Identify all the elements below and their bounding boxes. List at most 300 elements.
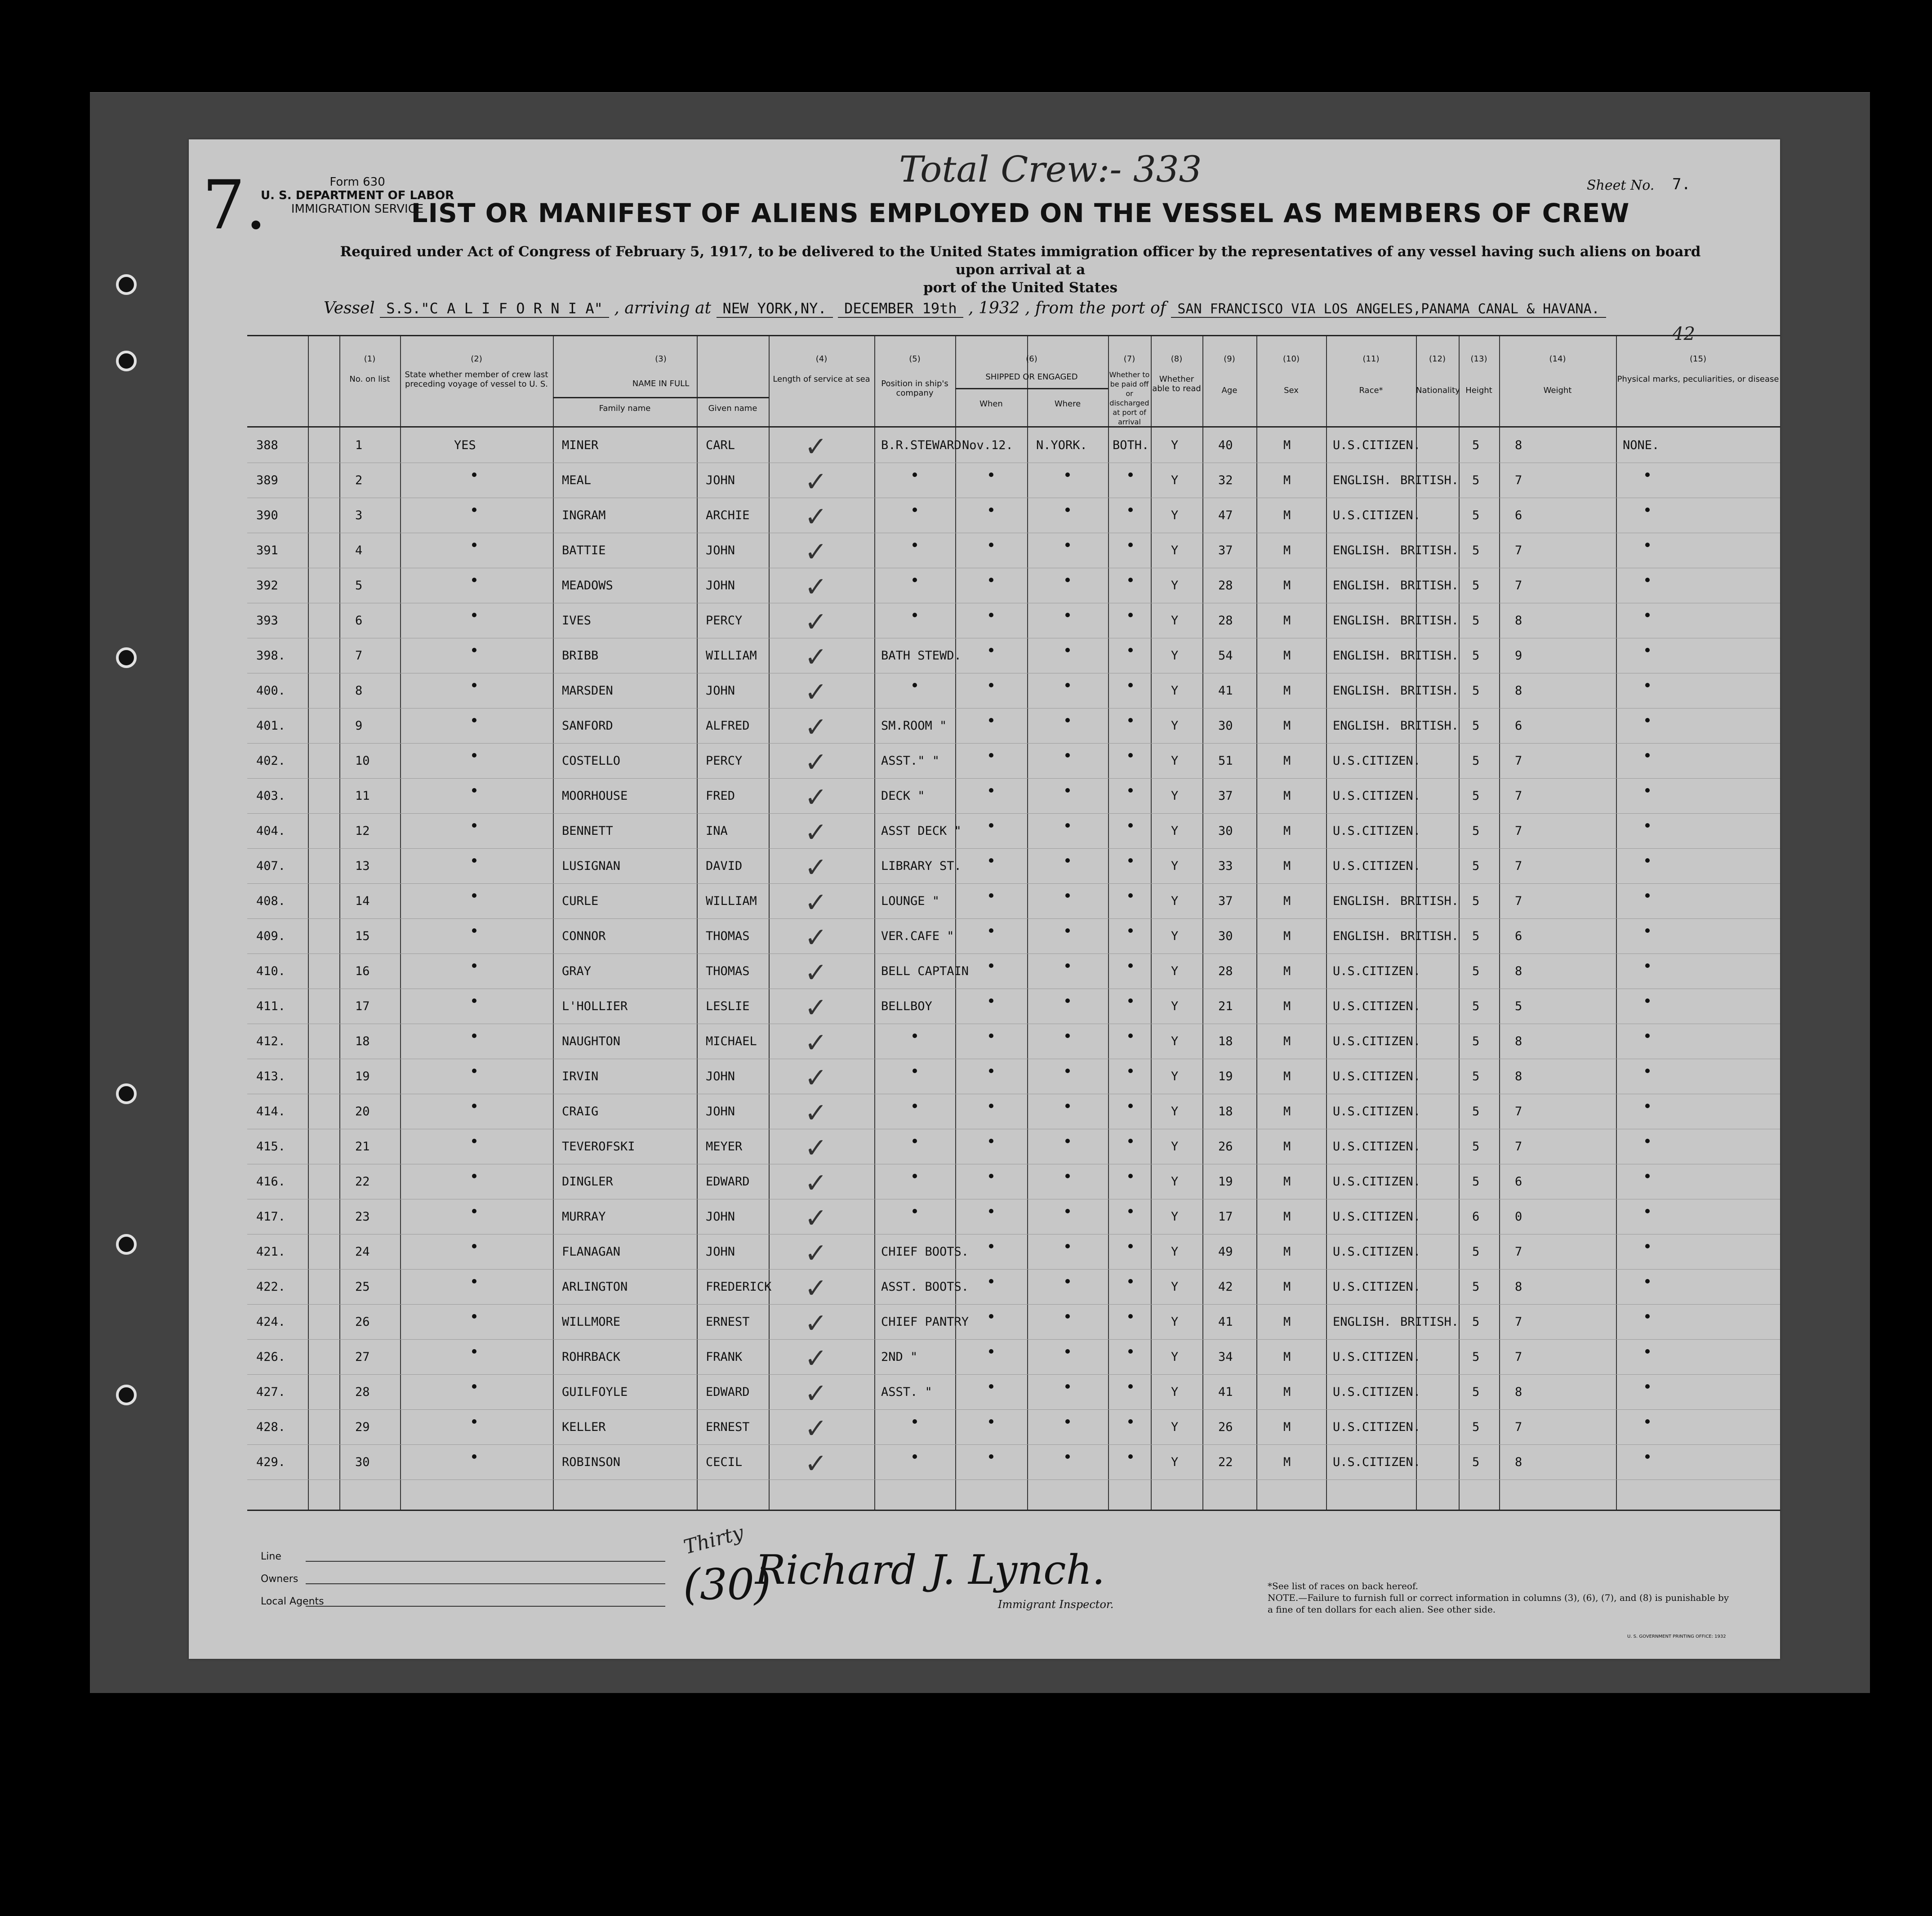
ditto-mark: [1128, 788, 1133, 793]
check-mark-icon: ✓: [805, 1378, 828, 1409]
year-prefix: , 19: [968, 299, 999, 317]
ditto-mark: [1645, 683, 1650, 687]
row-family-name: LUSIGNAN: [562, 859, 621, 873]
row-weight: 0: [1515, 1210, 1522, 1224]
table-row: [247, 744, 1780, 779]
row-race: U.S.CITIZEN.: [1333, 1105, 1421, 1118]
row-family-name: TEVEROFSKI: [562, 1140, 635, 1154]
ditto-mark: [1128, 613, 1133, 617]
check-mark-icon: ✓: [805, 957, 828, 989]
inspector-signature: Richard J. Lynch.: [755, 1546, 1105, 1594]
header-family: Family name: [599, 404, 651, 413]
row-number: 12: [355, 824, 370, 838]
ditto-mark: [1128, 472, 1133, 477]
row-height: 5: [1472, 1280, 1480, 1294]
row-weight: 7: [1515, 579, 1522, 593]
ditto-mark: [1645, 578, 1650, 582]
ditto-mark: [1645, 543, 1650, 547]
ditto-mark: [1128, 928, 1133, 933]
row-height: 5: [1472, 929, 1480, 943]
table-row: [247, 814, 1780, 849]
row-number: 2: [355, 473, 363, 487]
row-position: LOUNGE ": [881, 894, 940, 908]
row-given-name: THOMAS: [706, 964, 750, 978]
row-height: 5: [1472, 789, 1480, 803]
row-height: 5: [1472, 544, 1480, 557]
row-sex: M: [1283, 1034, 1291, 1048]
from-port: SAN FRANCISCO VIA LOS ANGELES,PANAMA CANAL & HAVANA.: [1171, 301, 1606, 318]
row-given-name: JOHN: [706, 684, 735, 698]
binder-hole: [116, 1234, 137, 1255]
row-position: CHIEF BOOTS.: [881, 1245, 969, 1259]
row-sex: M: [1283, 544, 1291, 557]
row-number: 14: [355, 894, 370, 908]
row-sex: M: [1283, 964, 1291, 978]
row-age: 41: [1218, 1315, 1233, 1329]
table-row: [247, 1445, 1780, 1480]
row-race: U.S.CITIZEN.: [1333, 1034, 1421, 1048]
ditto-mark: [1645, 1034, 1650, 1038]
ditto-mark: [1645, 1314, 1650, 1319]
row-family-name: MINER: [562, 438, 599, 452]
row-family-name: ROBINSON: [562, 1455, 621, 1469]
table-row: [247, 639, 1780, 673]
row-list-number: 411.: [256, 999, 286, 1013]
row-age: 21: [1218, 999, 1233, 1013]
col-number: (1): [364, 354, 376, 364]
row-position: CHIEF PANTRY: [881, 1315, 969, 1329]
row-given-name: ARCHIE: [706, 508, 750, 522]
table-row: [247, 499, 1780, 533]
row-height: 5: [1472, 1034, 1480, 1048]
row-sex: M: [1283, 789, 1291, 803]
ditto-mark: [913, 472, 917, 477]
row-read: Y: [1171, 1420, 1179, 1434]
row-weight: 7: [1515, 1245, 1522, 1259]
header-weight: Weight: [1543, 386, 1572, 395]
row-read: Y: [1171, 824, 1179, 838]
ditto-mark: [472, 1279, 476, 1283]
row-race: U.S.CITIZEN.: [1333, 1175, 1421, 1189]
ditto-mark: [989, 928, 993, 933]
ditto-mark: [1645, 998, 1650, 1003]
row-family-name: SANFORD: [562, 719, 613, 733]
ditto-mark: [1065, 472, 1070, 477]
row-race: ENGLISH.: [1333, 894, 1392, 908]
ditto-mark: [1065, 648, 1070, 652]
row-number: 30: [355, 1455, 370, 1469]
row-given-name: MEYER: [706, 1140, 743, 1154]
ditto-mark: [989, 1209, 993, 1213]
row-family-name: IVES: [562, 614, 592, 628]
check-mark-icon: ✓: [805, 922, 828, 954]
row-weight: 7: [1515, 754, 1522, 768]
owners-rule: [306, 1583, 665, 1584]
ditto-mark: [989, 1279, 993, 1283]
table-row: [247, 463, 1780, 498]
row-given-name: FREDERICK: [706, 1280, 772, 1294]
check-mark-icon: ✓: [805, 1413, 828, 1444]
row-family-name: BATTIE: [562, 544, 606, 557]
row-number: 18: [355, 1034, 370, 1048]
check-mark-icon: ✓: [805, 501, 828, 533]
row-given-name: ALFRED: [706, 719, 750, 733]
row-age: 32: [1218, 473, 1233, 487]
row-marks: NONE.: [1623, 438, 1660, 452]
row-race: U.S.CITIZEN.: [1333, 754, 1421, 768]
row-age: 37: [1218, 894, 1233, 908]
row-position: ASST. BOOTS.: [881, 1280, 969, 1294]
row-family-name: NAUGHTON: [562, 1034, 621, 1048]
ditto-mark: [472, 1454, 476, 1459]
row-height: 5: [1472, 999, 1480, 1013]
row-weight: 6: [1515, 508, 1522, 522]
row-weight: 8: [1515, 1385, 1522, 1399]
row-given-name: JOHN: [706, 579, 735, 593]
ditto-mark: [472, 1069, 476, 1073]
row-sex: M: [1283, 1350, 1291, 1364]
row-weight: 7: [1515, 859, 1522, 873]
row-family-name: KELLER: [562, 1420, 606, 1434]
row-sex: M: [1283, 579, 1291, 593]
row-position: B.R.STEWARD: [881, 438, 962, 452]
row-sex: M: [1283, 1455, 1291, 1469]
row-height: 5: [1472, 824, 1480, 838]
ditto-mark: [472, 1419, 476, 1424]
col-number: (14): [1549, 354, 1566, 364]
arrival-date: DECEMBER 19th: [838, 300, 963, 318]
ditto-mark: [1065, 823, 1070, 828]
row-nationality: BRITISH.: [1400, 684, 1459, 698]
row-number: 23: [355, 1210, 370, 1224]
row-race: U.S.CITIZEN.: [1333, 438, 1421, 452]
row-sex: M: [1283, 929, 1291, 943]
ditto-mark: [1645, 753, 1650, 757]
row-height: 5: [1472, 1245, 1480, 1259]
row-weight: 8: [1515, 1280, 1522, 1294]
crew-table: [247, 335, 1780, 1511]
row-age: 30: [1218, 929, 1233, 943]
row-height: 5: [1472, 579, 1480, 593]
ditto-mark: [913, 1104, 917, 1108]
ditto-mark: [1065, 718, 1070, 722]
row-family-name: ARLINGTON: [562, 1280, 628, 1294]
row-number: 19: [355, 1069, 370, 1083]
ditto-mark: [1128, 1279, 1133, 1283]
row-list-number: 398.: [256, 649, 286, 663]
row-age: 41: [1218, 684, 1233, 698]
row-list-number: 421.: [256, 1245, 286, 1259]
ditto-mark: [1128, 1314, 1133, 1319]
ditto-mark: [472, 823, 476, 828]
table-row: [247, 534, 1780, 568]
header-height: Height: [1465, 386, 1492, 395]
row-read: Y: [1171, 929, 1179, 943]
ditto-mark: [989, 788, 993, 793]
row-nationality: BRITISH.: [1400, 544, 1459, 557]
col-number: (8): [1171, 354, 1183, 364]
row-race: U.S.CITIZEN.: [1333, 1280, 1421, 1294]
row-weight: 7: [1515, 1140, 1522, 1154]
ditto-mark: [1128, 648, 1133, 652]
row-list-number: 404.: [256, 824, 286, 838]
row-given-name: JOHN: [706, 1245, 735, 1259]
row-family-name: MARSDEN: [562, 684, 613, 698]
ditto-mark: [472, 1349, 476, 1354]
ditto-mark: [472, 1384, 476, 1389]
row-given-name: ERNEST: [706, 1420, 750, 1434]
check-mark-icon: ✓: [805, 466, 828, 498]
ditto-mark: [1645, 1139, 1650, 1143]
row-read: Y: [1171, 1385, 1179, 1399]
ditto-mark: [1645, 648, 1650, 652]
row-age: 18: [1218, 1105, 1233, 1118]
row-weight: 9: [1515, 649, 1522, 663]
header-marks: Physical marks, peculiarities, or disease: [1617, 374, 1779, 384]
header-read: Whether able to read: [1152, 374, 1201, 393]
row-height: 5: [1472, 859, 1480, 873]
ditto-mark: [1065, 613, 1070, 617]
ditto-mark: [1128, 753, 1133, 757]
row-number: 9: [355, 719, 363, 733]
check-mark-icon: ✓: [805, 1132, 828, 1164]
table-row: [247, 1305, 1780, 1340]
ditto-mark: [1128, 683, 1133, 687]
table-row: [247, 1410, 1780, 1445]
ditto-mark: [1128, 1209, 1133, 1213]
ditto-mark: [913, 1454, 917, 1459]
ditto-mark: [1065, 1174, 1070, 1178]
ditto-mark: [989, 1244, 993, 1248]
ditto-mark: [989, 823, 993, 828]
header-member: State whether member of crew last preceding voyage of vessel to U. S.: [405, 370, 548, 389]
ditto-mark: [989, 683, 993, 687]
row-height: 5: [1472, 719, 1480, 733]
ditto-mark: [1065, 998, 1070, 1003]
header-divider: [955, 388, 1108, 389]
row-member: YES: [454, 438, 476, 452]
page-number: 42: [1672, 324, 1695, 344]
ditto-mark: [1128, 1104, 1133, 1108]
ditto-mark: [1128, 718, 1133, 722]
ditto-mark: [1645, 823, 1650, 828]
row-read: Y: [1171, 614, 1179, 628]
ditto-mark: [989, 613, 993, 617]
row-race: ENGLISH.: [1333, 929, 1392, 943]
row-age: 41: [1218, 1385, 1233, 1399]
ditto-mark: [1065, 1314, 1070, 1319]
ditto-mark: [989, 998, 993, 1003]
row-family-name: ROHRBACK: [562, 1350, 621, 1364]
ditto-mark: [1645, 858, 1650, 863]
row-weight: 8: [1515, 1069, 1522, 1083]
row-list-number: 408.: [256, 894, 286, 908]
row-weight: 6: [1515, 1175, 1522, 1189]
ditto-mark: [1128, 543, 1133, 547]
row-number: 22: [355, 1175, 370, 1189]
row-number: 15: [355, 929, 370, 943]
row-given-name: PERCY: [706, 754, 743, 768]
check-mark-icon: ✓: [805, 571, 828, 603]
header-position: Position in ship's company: [881, 379, 948, 398]
row-race: ENGLISH.: [1333, 544, 1392, 557]
ditto-mark: [1065, 893, 1070, 898]
ditto-mark: [913, 683, 917, 687]
ditto-mark: [1645, 508, 1650, 512]
row-read: Y: [1171, 508, 1179, 522]
ditto-mark: [1645, 1349, 1650, 1354]
table-row: [247, 1095, 1780, 1129]
row-number: 29: [355, 1420, 370, 1434]
row-age: 30: [1218, 719, 1233, 733]
row-age: 30: [1218, 824, 1233, 838]
sheet-label: Sheet No.: [1587, 178, 1655, 193]
ditto-mark: [472, 788, 476, 793]
binder-hole: [116, 351, 137, 371]
row-height: 5: [1472, 649, 1480, 663]
row-sex: M: [1283, 684, 1291, 698]
check-mark-icon: ✓: [805, 992, 828, 1024]
row-number: 16: [355, 964, 370, 978]
row-height: 5: [1472, 754, 1480, 768]
ditto-mark: [1065, 1244, 1070, 1248]
ditto-mark: [989, 472, 993, 477]
check-mark-icon: ✓: [805, 1027, 828, 1059]
table-row: [247, 1200, 1780, 1234]
row-age: 28: [1218, 579, 1233, 593]
department: U. S. DEPARTMENT OF LABOR: [261, 189, 454, 202]
row-age: 37: [1218, 789, 1233, 803]
row-given-name: PERCY: [706, 614, 743, 628]
ditto-mark: [1645, 472, 1650, 477]
ditto-mark: [472, 543, 476, 547]
ditto-mark: [1065, 788, 1070, 793]
ditto-mark: [1645, 1279, 1650, 1283]
row-weight: 7: [1515, 1420, 1522, 1434]
ditto-mark: [913, 1174, 917, 1178]
row-position: VER.CAFE ": [881, 929, 954, 943]
inspector-label: Immigrant Inspector.: [998, 1598, 1114, 1611]
ditto-mark: [989, 1384, 993, 1389]
row-weight: 6: [1515, 929, 1522, 943]
ditto-mark: [1065, 753, 1070, 757]
row-read: Y: [1171, 1175, 1179, 1189]
ditto-mark: [1065, 1419, 1070, 1424]
row-weight: 7: [1515, 789, 1522, 803]
table-row: [247, 849, 1780, 884]
row-weight: 6: [1515, 719, 1522, 733]
header-when: When: [979, 399, 1003, 409]
row-number: 27: [355, 1350, 370, 1364]
row-list-number: 413.: [256, 1069, 286, 1083]
row-nationality: BRITISH.: [1400, 614, 1459, 628]
row-race: ENGLISH.: [1333, 614, 1392, 628]
col-number: (11): [1362, 354, 1380, 364]
row-sex: M: [1283, 438, 1291, 452]
form-number: Form 630: [329, 175, 385, 189]
row-read: Y: [1171, 438, 1179, 452]
ditto-mark: [472, 1104, 476, 1108]
check-mark-icon: ✓: [805, 642, 828, 673]
col-number: (5): [909, 354, 921, 364]
row-list-number: 427.: [256, 1385, 286, 1399]
row-age: 40: [1218, 438, 1233, 452]
fine-note: NOTE.—Failure to furnish full or correct information in columns (3), (6), (7), and (8) is punishable by a fine of ten dollars for each alien. See other side.: [1268, 1592, 1729, 1615]
row-list-number: 407.: [256, 859, 286, 873]
row-family-name: MOORHOUSE: [562, 789, 628, 803]
ditto-mark: [472, 508, 476, 512]
ditto-mark: [1128, 1069, 1133, 1073]
sheet-value: 7.: [1672, 175, 1691, 193]
ditto-mark: [1065, 683, 1070, 687]
row-weight: 7: [1515, 894, 1522, 908]
ditto-mark: [1645, 1384, 1650, 1389]
row-sex: M: [1283, 1280, 1291, 1294]
row-list-number: 422.: [256, 1280, 286, 1294]
row-where: N.YORK.: [1036, 438, 1087, 452]
ditto-mark: [472, 963, 476, 968]
race-note: *See list of races on back hereof.: [1268, 1581, 1419, 1591]
vessel-name: S.S."C A L I F O R N I A": [380, 300, 609, 318]
service: IMMIGRATION SERVICE: [291, 202, 424, 216]
table-row: [247, 989, 1780, 1024]
row-position: SM.ROOM ": [881, 719, 947, 733]
ditto-mark: [989, 753, 993, 757]
row-age: 19: [1218, 1069, 1233, 1083]
row-sex: M: [1283, 894, 1291, 908]
row-sex: M: [1283, 473, 1291, 487]
ditto-mark: [989, 1454, 993, 1459]
row-list-number: 392: [256, 579, 278, 593]
row-position: BELLBOY: [881, 999, 932, 1013]
row-given-name: THOMAS: [706, 929, 750, 943]
table-row: [247, 779, 1780, 814]
ditto-mark: [1065, 1384, 1070, 1389]
row-read: Y: [1171, 789, 1179, 803]
ditto-mark: [472, 1174, 476, 1178]
header-race: Race*: [1359, 386, 1383, 395]
row-given-name: WILLIAM: [706, 649, 757, 663]
row-family-name: L'HOLLIER: [562, 999, 628, 1013]
row-weight: 5: [1515, 999, 1522, 1013]
row-race: U.S.CITIZEN.: [1333, 964, 1421, 978]
ditto-mark: [472, 858, 476, 863]
row-age: 54: [1218, 649, 1233, 663]
row-sex: M: [1283, 649, 1291, 663]
table-row: [247, 1165, 1780, 1199]
row-race: U.S.CITIZEN.: [1333, 1455, 1421, 1469]
ditto-mark: [989, 1349, 993, 1354]
subtitle-line-1: Required under Act of Congress of February 5, 1917, to be delivered to the United States immigration officer by the representatives of any vessel having such aliens on board upon arrival at a: [340, 244, 1701, 278]
header-paid-off: Whether to be paid off or discharged at port of arrival: [1109, 370, 1150, 426]
ditto-mark: [989, 858, 993, 863]
ditto-mark: [989, 1034, 993, 1038]
row-number: 24: [355, 1245, 370, 1259]
row-sex: M: [1283, 824, 1291, 838]
ditto-mark: [1645, 1209, 1650, 1213]
table-row: [247, 1025, 1780, 1059]
row-read: Y: [1171, 894, 1179, 908]
vessel-line: [324, 299, 1807, 317]
footnotes: [1268, 1580, 1735, 1615]
table-row: [247, 884, 1780, 919]
header-service: Length of service at sea: [773, 374, 870, 384]
ditto-mark: [472, 1139, 476, 1143]
row-list-number: 389: [256, 473, 278, 487]
row-weight: 8: [1515, 438, 1522, 452]
row-position: BELL CAPTAIN: [881, 964, 969, 978]
check-mark-icon: ✓: [805, 887, 828, 918]
